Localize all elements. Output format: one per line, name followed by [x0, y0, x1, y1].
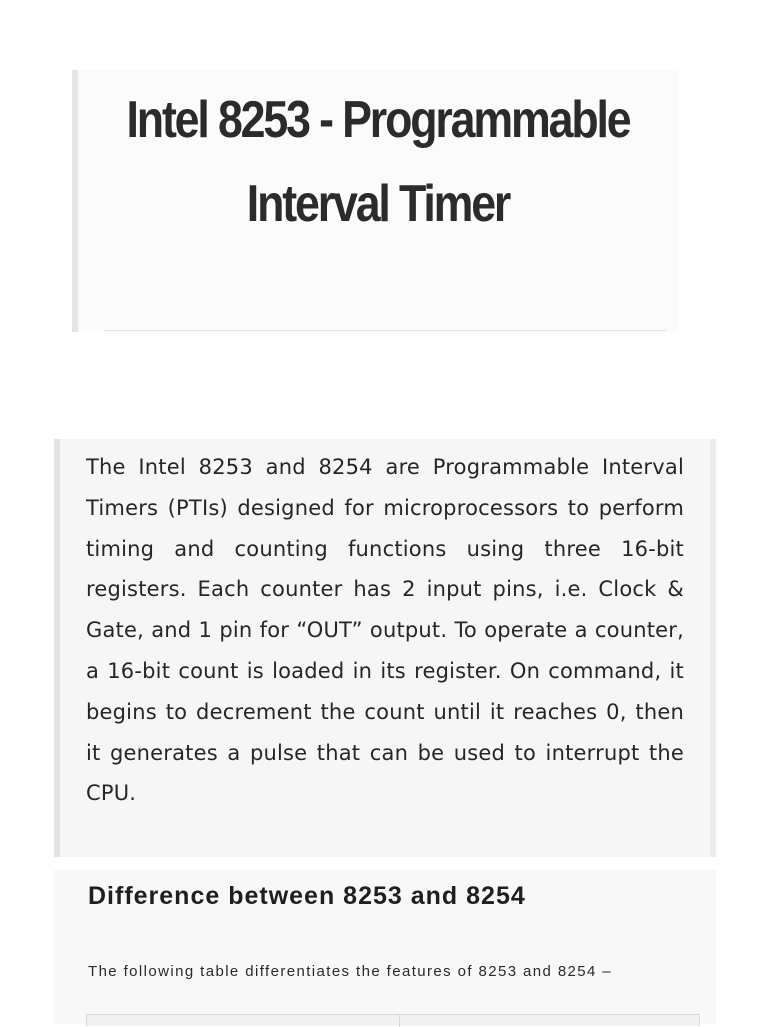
- page-title-line-1: Intel 8253 - Programmable: [126, 91, 630, 149]
- difference-section: [54, 870, 716, 1024]
- title-card: [72, 70, 678, 332]
- section-intro: The following table differentiates the features of 8253 and 8254 –: [88, 963, 613, 980]
- table-column-divider: [399, 1015, 400, 1027]
- title-divider: [104, 330, 666, 331]
- section-heading: Difference between 8253 and 8254: [88, 882, 526, 910]
- intro-paragraph: The Intel 8253 and 8254 are Programmable Interval Timers (PTIs) designed for microprocessors to perform timing and counting functions using three 16-bit registers. Each counter has 2 input pins, i.e. Clock & Gate, and 1 pin for “OUT” output. To operate a counter, a 16-bit count is loaded in its register. On command, it begins to decrement the count until it reaches 0, then it generates a pulse that can be used to interrupt the CPU.: [86, 455, 684, 806]
- intro-card: [54, 439, 716, 857]
- comparison-table-header: [86, 1014, 700, 1026]
- page-title-line-2: Interval Timer: [246, 175, 510, 233]
- page-title: [120, 91, 636, 246]
